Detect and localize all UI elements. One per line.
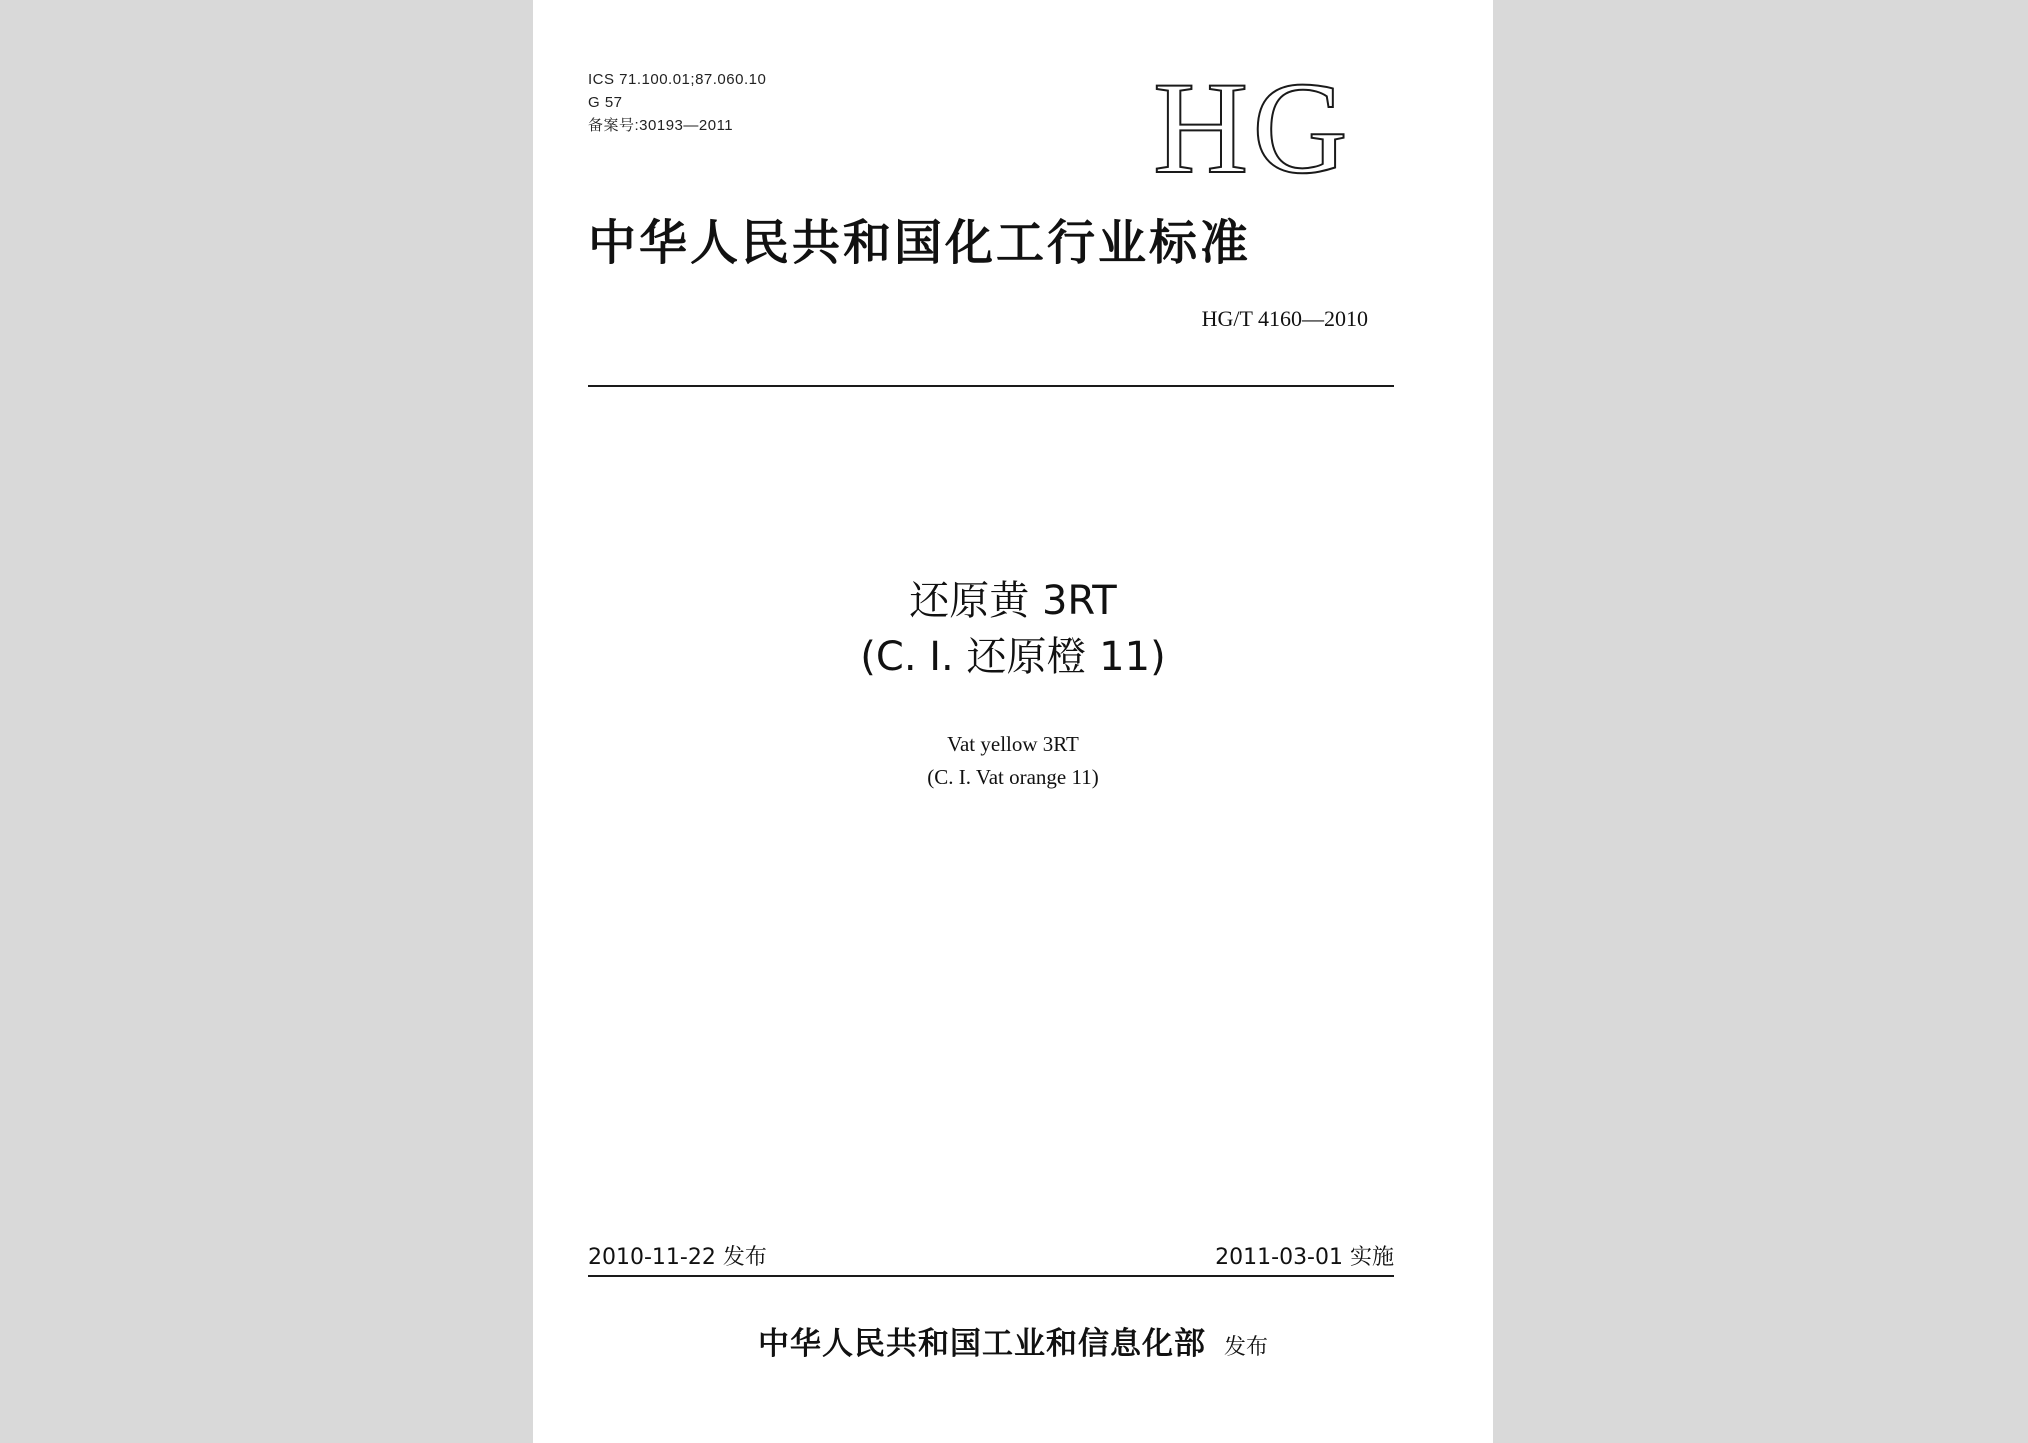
title-en-line2: (C. I. Vat orange 11) <box>927 765 1099 789</box>
classification-block <box>588 68 766 137</box>
document-page <box>533 0 1493 1443</box>
title-cn-line1: 还原黄 3RT <box>909 578 1117 624</box>
issue-date: 2010-11-22 发布 <box>588 1245 767 1270</box>
publisher-org: 中华人民共和国工业和信息化部 <box>757 1326 1206 1362</box>
standard-category: 中华人民共和国化工行业标准 <box>588 215 1252 271</box>
footer-divider <box>588 1275 1394 1277</box>
publisher-verb: 发布 <box>1223 1335 1268 1360</box>
header-divider <box>588 385 1394 387</box>
date-row <box>588 1241 1394 1275</box>
publisher-line <box>533 1320 1493 1373</box>
ics-code: ICS 71.100.01;87.060.10 <box>588 71 767 88</box>
standard-code: HG/T 4160—2010 <box>1201 306 1368 331</box>
hg-logo: HG <box>1153 54 1352 201</box>
title-cn-line2: (C. I. 还原橙 11) <box>860 634 1166 680</box>
effective-date: 2011-03-01 实施 <box>1215 1245 1394 1270</box>
ccs-code: G 57 <box>588 94 623 111</box>
title-en-line1: Vat yellow 3RT <box>947 732 1079 756</box>
filing-number: 备案号:30193—2011 <box>588 117 734 134</box>
